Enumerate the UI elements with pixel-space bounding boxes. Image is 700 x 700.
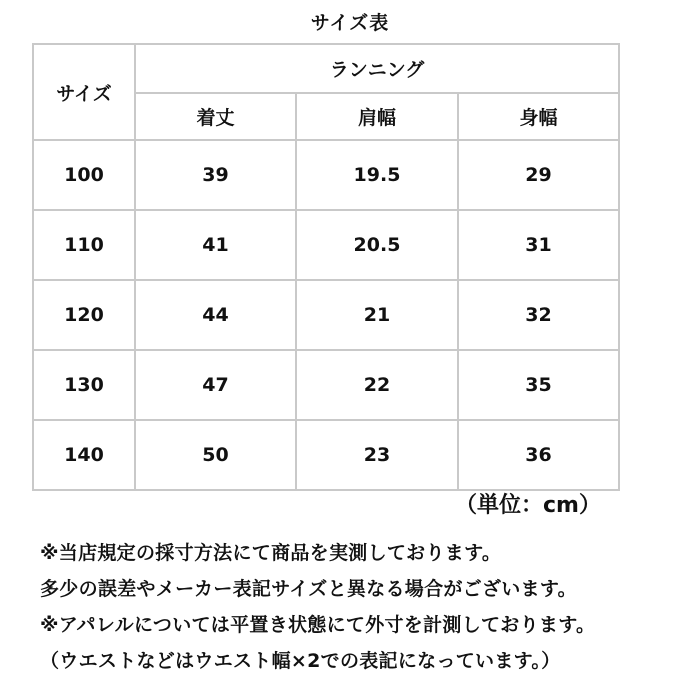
value-cell: 19.5 (296, 140, 458, 210)
value-cell: 31 (458, 210, 619, 280)
note-line-4: （ウエストなどはウエスト幅×2での表記になっています。） (40, 650, 561, 672)
column-header-length: 着丈 (135, 93, 296, 140)
value-cell: 32 (458, 280, 619, 350)
size-cell: 110 (33, 210, 135, 280)
table-row (33, 210, 619, 280)
value-cell: 35 (458, 350, 619, 420)
size-cell: 120 (33, 280, 135, 350)
value-cell: 41 (135, 210, 296, 280)
value-cell: 29 (458, 140, 619, 210)
size-header-cell: サイズ (33, 44, 135, 140)
value-cell: 44 (135, 280, 296, 350)
note-line-3: ※アパレルについては平置き状態にて外寸を計測しております。 (40, 614, 596, 636)
value-cell: 39 (135, 140, 296, 210)
value-cell: 23 (296, 420, 458, 490)
size-cell: 100 (33, 140, 135, 210)
size-cell: 130 (33, 350, 135, 420)
page-title: サイズ表 (310, 12, 390, 34)
table-header-row (33, 44, 619, 93)
value-cell: 21 (296, 280, 458, 350)
size-table (32, 43, 620, 491)
note-line-2: 多少の誤差やメーカー表記サイズと異なる場合がございます。 (40, 578, 577, 600)
group-header-cell: ランニング (135, 44, 619, 93)
value-cell: 50 (135, 420, 296, 490)
column-header-body-width: 身幅 (458, 93, 619, 140)
table-row (33, 350, 619, 420)
value-cell: 22 (296, 350, 458, 420)
table-row (33, 420, 619, 490)
table-row (33, 280, 619, 350)
size-cell: 140 (33, 420, 135, 490)
value-cell: 36 (458, 420, 619, 490)
value-cell: 47 (135, 350, 296, 420)
table-row (33, 140, 619, 210)
note-line-1: ※当店規定の採寸方法にて商品を実測しております。 (40, 542, 502, 564)
column-header-shoulder: 肩幅 (296, 93, 458, 140)
unit-note: （単位：cm） (455, 493, 601, 518)
value-cell: 20.5 (296, 210, 458, 280)
